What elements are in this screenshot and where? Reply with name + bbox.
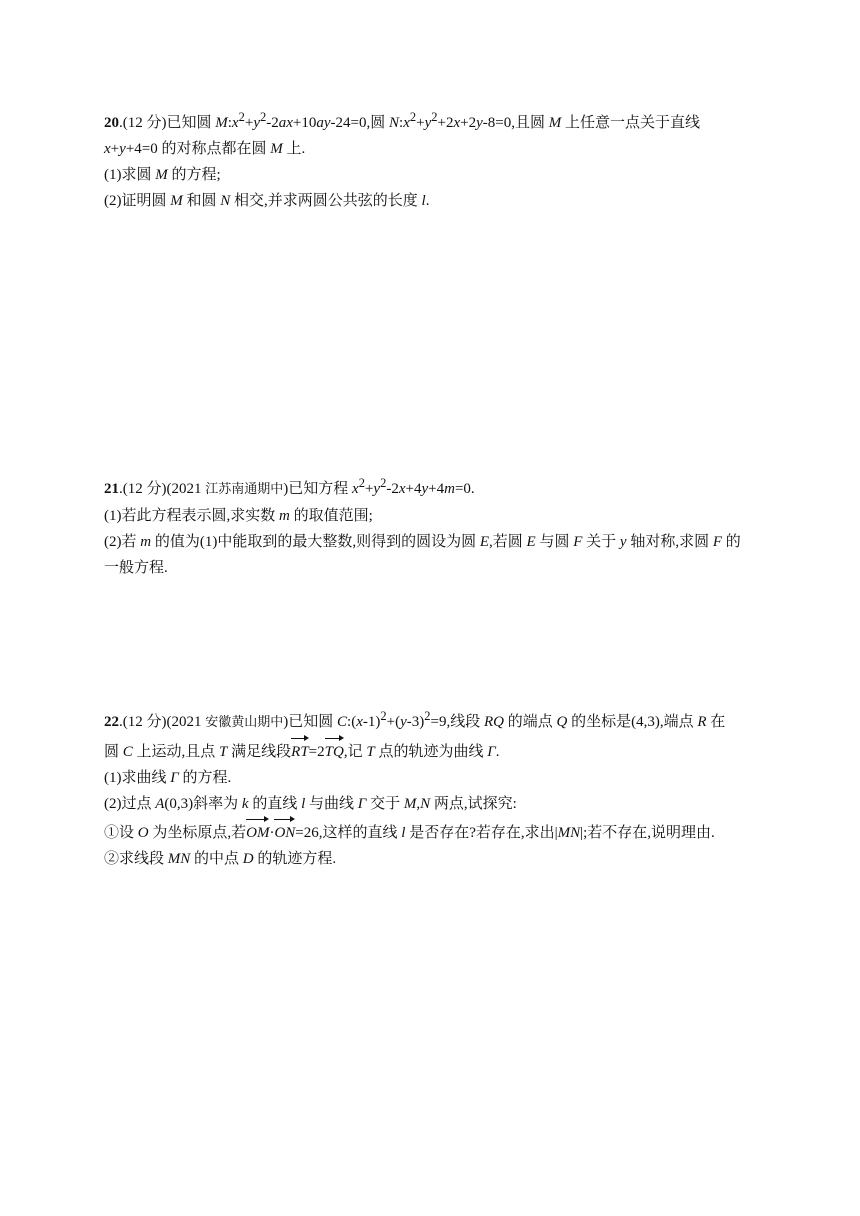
vector-RT: RT (291, 736, 309, 765)
problem-21-part-1: (1)若此方程表示圆,求实数 m 的取值范围; (104, 508, 373, 524)
problem-20-line-1: 20.(12 分)已知圆 $M:x^2+y^2-2ax+10ay-24=0$,圆 $N:x^2+y^2+2x+2y-8=0$,且圆 M 上任意一点关于直线 (104, 110, 701, 131)
problem-22-number: 22 (104, 714, 119, 730)
problem-21-part-2-cont: 一般方程. (104, 560, 168, 576)
problem-22-line-2: 圆 C 上运动,且点 T 满足线段RT=2TQ,记 T 点的轨迹为曲线 Γ. (104, 736, 764, 765)
problem-22-part-2: (2)过点 A(0,3)斜率为 k 的直线 l 与曲线 Γ 交于 M,N 两点,试探究: (104, 796, 517, 812)
problem-21 (104, 470, 764, 581)
problem-20 (104, 104, 764, 214)
problem-21-part-2: (2)若 m 的值为(1)中能取到的最大整数,则得到的圆设为圆 E,若圆 E 与圆 F 关于 y 轴对称,求圆 F 的 (104, 534, 741, 550)
vector-ON: ON (274, 817, 295, 846)
problem-20-line-2: x+y+4=0 的对称点都在圆 M 上. (104, 141, 306, 157)
problem-22-part-2-sub-2: ②求线段 MN 的中点 D 的轨迹方程. (104, 851, 337, 867)
problem-21-line-1: 21.(12 分)(2021 江苏南通期中)已知方程 $x^2+y^2-2x+4y+4m=0$. (104, 476, 475, 497)
problem-20-part-2: (2)证明圆 M 和圆 N 相交,并求两圆公共弦的长度 l. (104, 193, 430, 209)
problem-20-number: 20 (104, 115, 119, 131)
problem-21-number: 21 (104, 481, 119, 497)
problem-20-part-1: (1)求圆 M 的方程; (104, 167, 221, 183)
problem-22-line-1: 22.(12 分)(2021 安徽黄山期中)已知圆 $C:(x-1)^2+(y-3)^2=9$,线段 RQ 的端点 Q 的坐标是(4,3),端点 R 在 (104, 709, 726, 730)
problem-22-part-2-sub-1: ①设 O 为坐标原点,若OM·ON=26,这样的直线 l 是否存在?若存在,求出|MN|;若不存在,说明理由. (104, 817, 764, 846)
vector-OM: OM (246, 817, 269, 846)
problem-22-part-1: (1)求曲线 Γ 的方程. (104, 770, 232, 786)
problem-22 (104, 703, 764, 872)
vector-TQ: TQ (325, 736, 344, 765)
